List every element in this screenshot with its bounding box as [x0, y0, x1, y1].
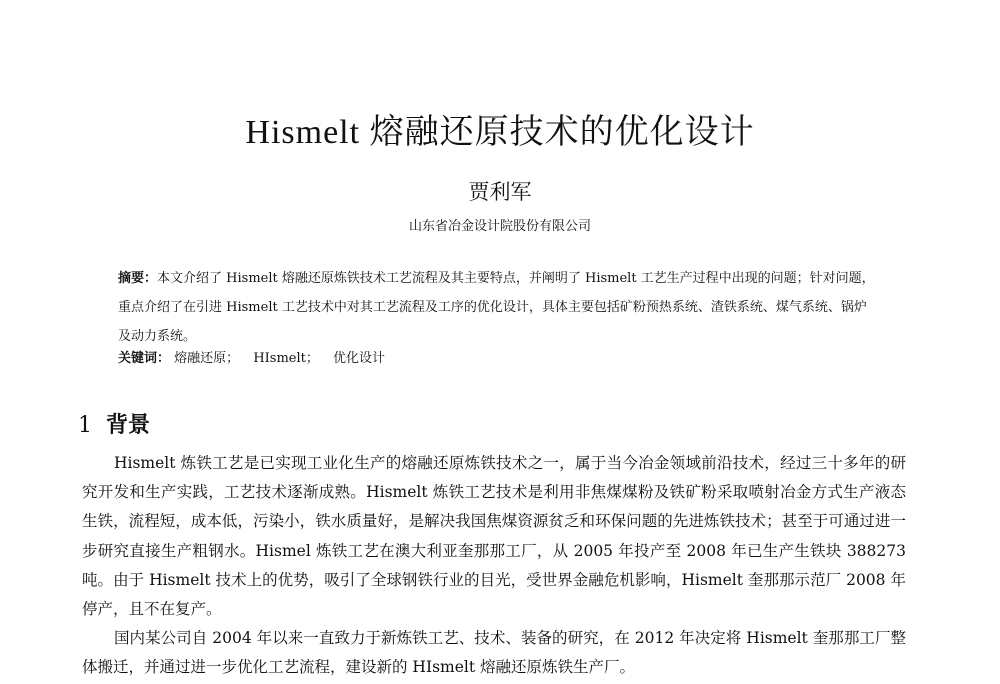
keyword: 熔融还原；: [174, 351, 240, 366]
section-title: 背景: [106, 412, 151, 438]
abstract-text: 本文介绍了 Hismelt 熔融还原炼铁技术工艺流程及其主要特点，并阐明了 Hismelt 工艺生产过程中出现的问题；针对问题，重点介绍了在引进 Hismelt 工艺技术中对其工艺流程及工序的优化设计，具体主要包括矿粉预热系统、渣铁系统、煤气系统、锅炉及动力系统。: [118, 271, 875, 344]
keyword: HIsmelt；: [253, 351, 319, 366]
author-name: 贾利军: [468, 180, 532, 204]
keywords: [118, 344, 878, 373]
abstract-label: 摘要：: [118, 271, 158, 286]
paragraph: 国内某公司自 2004 年以来一直致力于新炼铁工艺、技术、装备的研究，在 2012 年决定将 Hismelt 奎那那工厂整体搬迁，并通过进一步优化工艺流程，建设新的 HIsmelt 熔融还原炼铁生产厂。: [82, 629, 906, 677]
section-heading: [78, 408, 150, 439]
body-text: [82, 449, 906, 683]
keywords-label: 关键词：: [118, 351, 171, 366]
keyword: 优化设计: [333, 351, 386, 366]
paragraph: Hismelt 炼铁工艺是已实现工业化生产的熔融还原炼铁技术之一，属于当今冶金领域前沿技术，经过三十多年的研究开发和生产实践，工艺技术逐渐成熟。Hismelt 炼铁工艺技术是利用非焦煤煤粉及铁矿粉采取喷射冶金方式生产液态生铁，流程短，成本低，污染小，铁水质量好，是解决我国焦煤资源贫乏和环保问题的先进炼铁技术；甚至于可通过进一步研究直接生产粗钢水。Hismel 炼铁工艺在澳大利亚奎那那工厂，从 2005 年投产至 2008 年已生产生铁块 388273 吨。由于 Hismelt 技术上的优势，吸引了全球钢铁行业的目光，受世界金融危机影响，Hismelt 奎那那示范厂 2008 年停产，且不在复产。: [82, 454, 906, 619]
section-number: 1: [78, 413, 92, 438]
abstract: [118, 264, 878, 351]
affiliation: 山东省冶金设计院股份有限公司: [408, 219, 591, 234]
paper-title: Hismelt 熔融还原技术的优化设计: [245, 114, 755, 151]
